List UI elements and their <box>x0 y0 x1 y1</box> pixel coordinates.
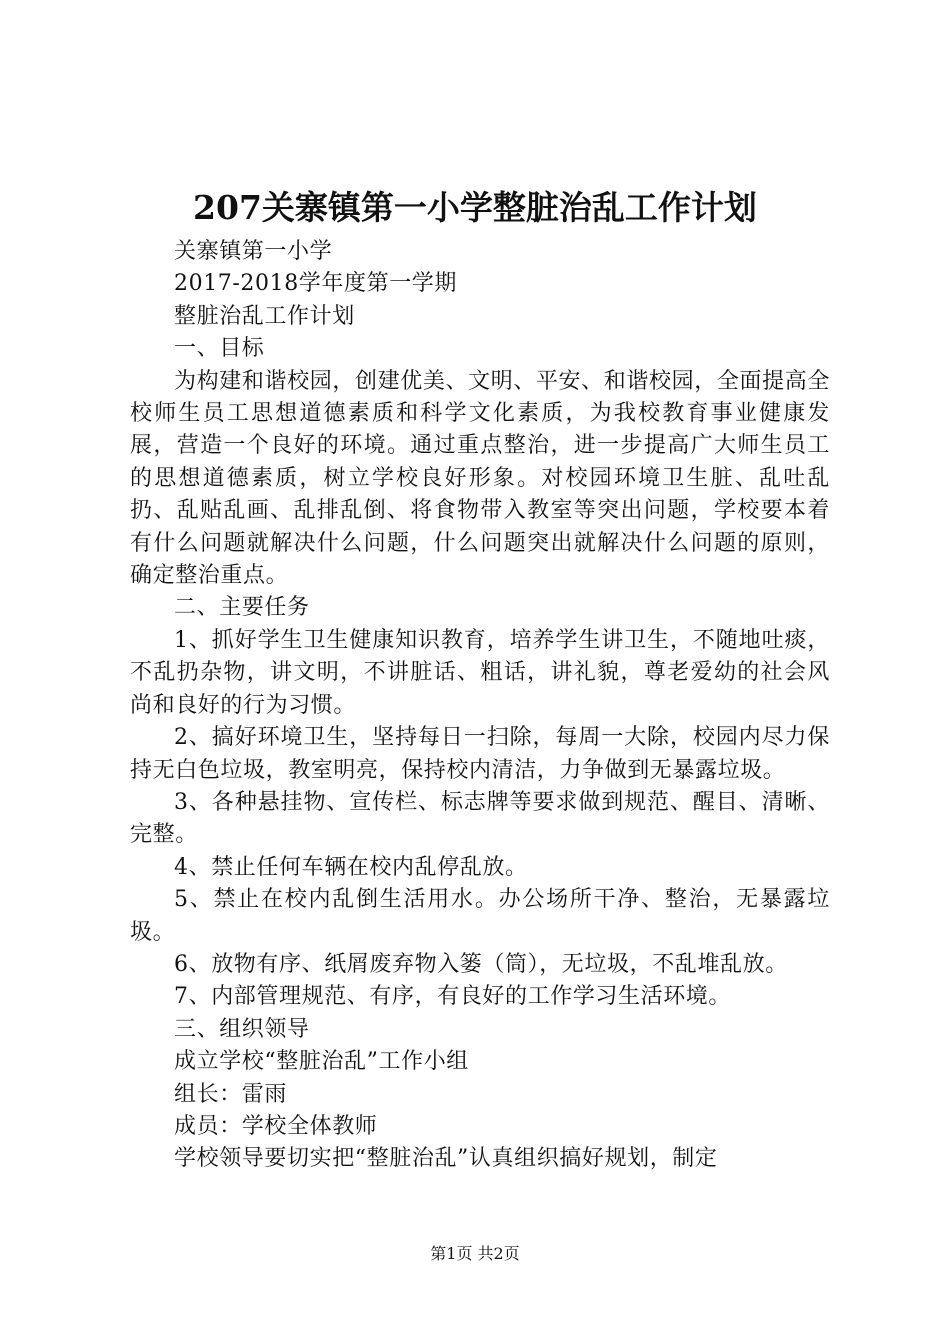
paragraph: 2017-2018学年度第一学期 <box>174 271 458 297</box>
list-item: 4、禁止任何车辆在校内乱停乱放。 <box>174 854 528 880</box>
list-item: 6、放物有序、纸屑废弃物入篓（筒），无垃圾，不乱堆乱放。 <box>174 951 788 977</box>
section-heading: 二、主要任务 <box>174 595 310 621</box>
list-item: 7、内部管理规范、有序，有良好的工作学习生活环境。 <box>174 984 731 1010</box>
paragraph: 整脏治乱工作计划 <box>174 303 355 329</box>
list-item: 1、抓好学生卫生健康知识教育，培养学生讲卫生，不随地吐痰，不乱扔杂物，讲文明，不讲脏话、粗话，讲礼貌，尊老爱幼的社会风尚和良好的行为习惯。 <box>130 627 830 718</box>
list-item: 3、各种悬挂物、宣传栏、标志牌等要求做到规范、醒目、清晰、完整。 <box>130 789 830 848</box>
document-body <box>130 236 830 1176</box>
list-item: 2、搞好环境卫生，坚持每日一扫除，每周一大除，校园内尽力保持无白色垃圾，教室明亮，保持校内清洁，力争做到无暴露垃圾。 <box>130 725 830 783</box>
paragraph: 学校领导要切实把“整脏治乱”认真组织搞好规划，制定 <box>174 1146 718 1172</box>
list-item: 5、禁止在校内乱倒生活用水。办公场所干净、整治，无暴露垃圾。 <box>130 887 830 945</box>
page-footer: 第1页 共2页 <box>430 1244 520 1263</box>
paragraph: 关寨镇第一小学 <box>174 239 333 264</box>
document-title: 207关寨镇第一小学整脏治乱工作计划 <box>193 188 757 227</box>
paragraph: 成立学校“整脏治乱”工作小组 <box>174 1049 469 1075</box>
paragraph: 组长：雷雨 <box>174 1081 288 1107</box>
paragraph: 成员：学校全体教师 <box>174 1113 378 1139</box>
paragraph: 为构建和谐校园，创建优美、文明、平安、和谐校园，全面提高全校师生员工思想道德素质和科学文化素质，为我校教育事业健康发展，营造一个良好的环境。通过重点整治，进一步提高广大师生员工的思想道德素质，树立学校良好形象。对校园环境卫生脏、乱吐乱扔、乱贴乱画、乱排乱倒、将食物带入教室等突出问题，学校要本着有什么问题就解决什么问题，什么问题突出就解决什么问题的原则，确定整治重点。 <box>130 368 830 589</box>
section-heading: 一、目标 <box>174 336 265 362</box>
section-heading: 三、组织领导 <box>174 1016 310 1042</box>
